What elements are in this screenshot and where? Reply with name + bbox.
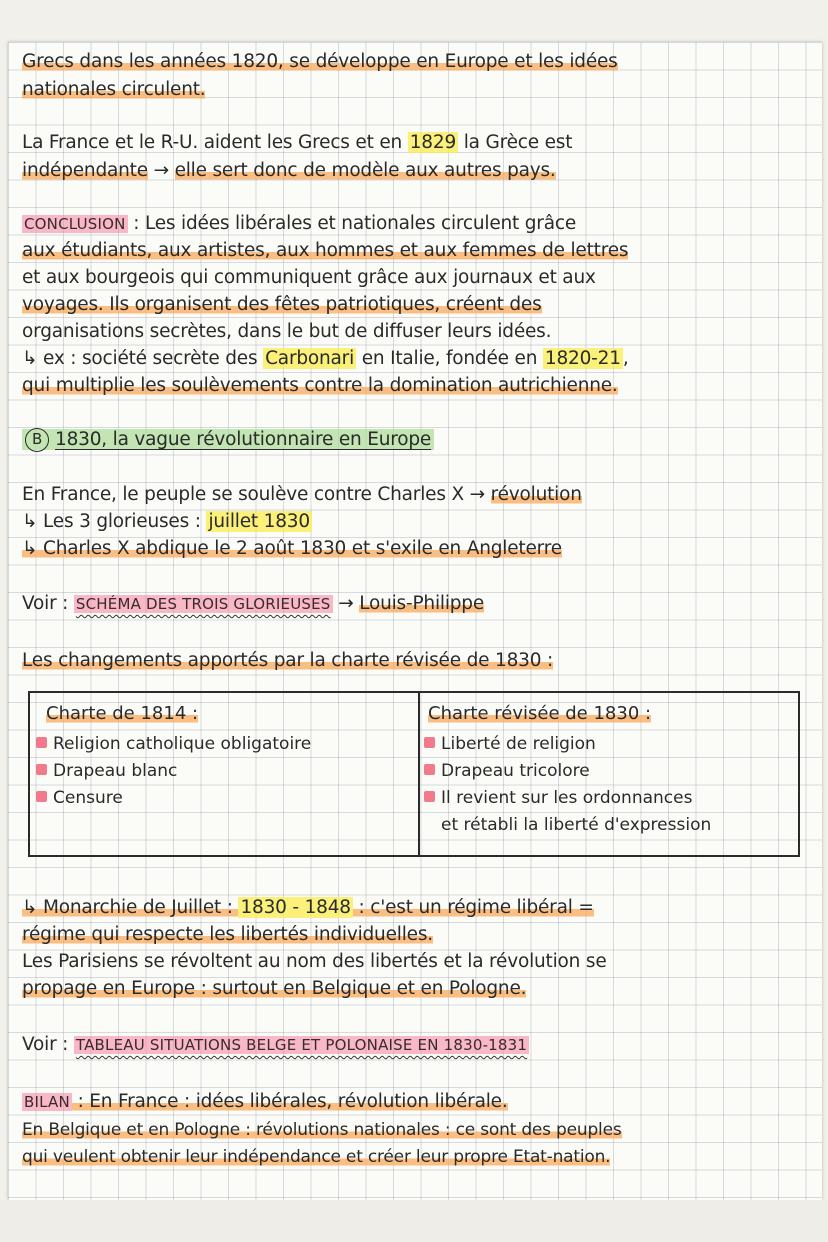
charter-1830-title: Charte révisée de 1830 : — [428, 703, 652, 724]
years-1830-1848: 1830 - 1848 — [240, 897, 351, 918]
charter-comparison-table — [28, 691, 800, 857]
year-1820-21: 1820-21 — [544, 348, 621, 369]
charter-1830-item: Drapeau tricolore — [424, 760, 590, 782]
intro-line-3: La France et le R-U. aident les Grecs et en 1829 la Grèce est — [22, 132, 573, 153]
france-line-3: ↳ Charles X abdique le 2 août 1830 et s'exile en Angleterre — [22, 538, 562, 559]
conclusion-line-3: et aux bourgeois qui communiquent grâce aux journaux et aux — [22, 267, 596, 288]
background-strip — [0, 1200, 828, 1242]
charter-1814-title: Charte de 1814 : — [46, 703, 199, 724]
year-1829: 1829 — [409, 132, 457, 153]
date-juillet-1830: juillet 1830 — [208, 511, 310, 532]
charter-1814-column — [30, 693, 420, 855]
intro-line-2: nationales circulent. — [22, 79, 206, 100]
section-b-heading — [22, 428, 434, 452]
monarchie-line-1: ↳ Monarchie de Juillet : 1830 - 1848 : c'est un régime libéral = — [22, 897, 594, 918]
conclusion-line-6: ↳ ex : société secrète des Carbonari en Italie, fondée en 1820-21 , — [22, 348, 629, 369]
monarchie-line-4: propage en Europe : surtout en Belgique et en Pologne. — [22, 978, 527, 999]
intro-line-1: Grecs dans les années 1820, se développe en Europe et les idées — [22, 51, 618, 72]
charter-1814-item: Censure — [36, 787, 123, 809]
bilan-line-1: BILAN : En France : idées libérales, révolution libérale. — [24, 1091, 508, 1112]
conclusion-line-1: CONCLUSION : Les idées libérales et nationales circulent grâce — [24, 213, 576, 234]
conclusion-line-4: voyages. Ils organisent des fêtes patriotiques, créent des — [22, 294, 542, 315]
france-line-2: ↳ Les 3 glorieuses : juillet 1830 — [22, 511, 310, 532]
conclusion-line-7: qui multiplie les soulèvements contre la domination autrichienne. — [22, 375, 618, 396]
schema-reference: SCHÉMA DES TROIS GLORIEUSES — [75, 595, 331, 613]
charter-1814-item: Drapeau blanc — [36, 760, 177, 782]
voir-tableau-line: Voir : TABLEAU SITUATIONS BELGE ET POLONAISE EN 1830-1831 — [22, 1034, 528, 1055]
section-letter-circle: B — [25, 428, 49, 452]
bilan-line-2: En Belgique et en Pologne : révolutions nationales : ce sont des peuples — [22, 1120, 622, 1140]
charter-1814-item: Religion catholique obligatoire — [36, 733, 311, 755]
monarchie-line-3: Les Parisiens se révoltent au nom des libertés et la révolution se — [22, 951, 607, 972]
charter-1830-item: Liberté de religion — [424, 733, 596, 755]
monarchie-line-2: régime qui respecte les libertés individuelles. — [22, 924, 433, 945]
conclusion-line-2: aux étudiants, aux artistes, aux hommes et aux femmes de lettres — [22, 240, 629, 261]
bilan-label: BILAN — [24, 1093, 70, 1111]
charter-1830-column — [420, 693, 798, 855]
changes-intro: Les changements apportés par la charte révisée de 1830 : — [22, 650, 554, 671]
charter-1830-item-continuation: et rétabli la liberté d'expression — [441, 815, 712, 835]
section-b-title: 1830, la vague révolutionnaire en Europe — [55, 429, 432, 450]
intro-line-4: indépendante → elle sert donc de modèle aux autres pays. — [22, 160, 556, 181]
tableau-reference: TABLEAU SITUATIONS BELGE ET POLONAISE EN 1830-1831 — [75, 1036, 528, 1054]
bilan-line-3: qui veulent obtenir leur indépendance et créer leur propre Etat-nation. — [22, 1147, 611, 1167]
charter-1830-item: Il revient sur les ordonnances — [424, 787, 692, 809]
voir-schema-line: Voir : SCHÉMA DES TROIS GLORIEUSES → Louis-Philippe — [22, 593, 485, 614]
conclusion-line-5: organisations secrètes, dans le but de diffuser leurs idées. — [22, 321, 552, 342]
france-line-1: En France, le peuple se soulève contre Charles X → révolution — [22, 484, 582, 505]
conclusion-label: CONCLUSION — [24, 215, 126, 233]
